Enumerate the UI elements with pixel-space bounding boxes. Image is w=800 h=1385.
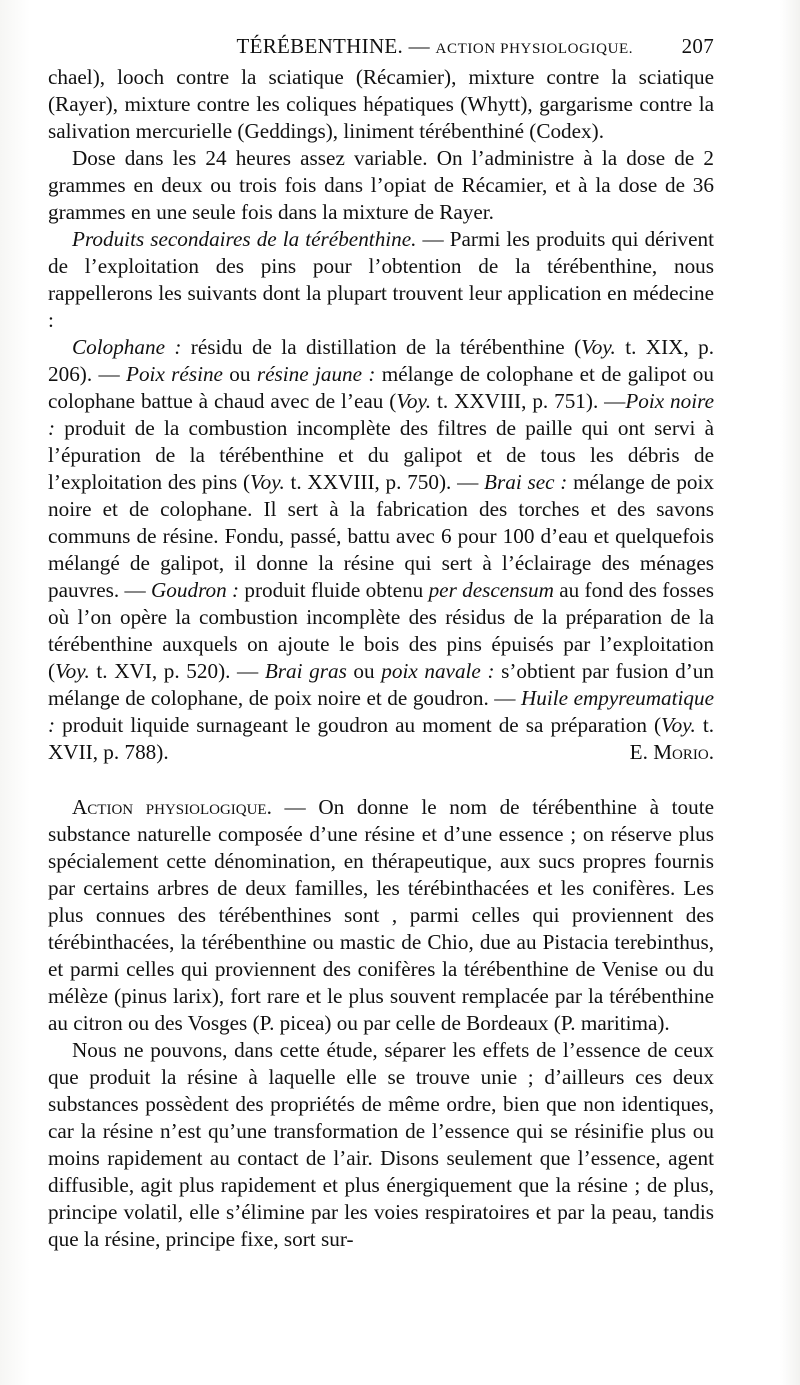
term-resine-jaune: résine jaune :: [256, 362, 376, 386]
paragraph-3-heading: Produits secondaires de la térébenthine.: [72, 227, 417, 251]
ref-voy: Voy.: [581, 335, 616, 359]
paragraph-1: chael), looch contre la sciatique (Récamier), mixture contre la sciatique (Rayer), mixture contre les coliques hépatiques (Whytt), gargarisme contre la salivation mercurielle (Geddings), liniment térébenthiné (Codex).: [48, 65, 714, 143]
ref-voy: Voy.: [250, 470, 285, 494]
paragraph-5-text: — On donne le nom de térébenthine à toute substance naturelle composée d’une résine et d’une essence ; on réserve plus spécialement cette dénomination, en thérapeutique, aux sucs propres fournis par certains arbres de deux familles, les térébinthacées et les conifères. Les plus connues des térébenthines sont , parmi celles qui proviennent des térébinthacées, la térébenthine ou mastic de Chio, due au Pistacia terebinthus, et parmi celles qui proviennent des conifères la térébenthine de Venise ou du mélèze (pinus larix), fort rare et le plus souvent remplacée par la térébenthine au citron ou des Vosges (P. picea) ou par celle de Bordeaux (P. maritima).: [48, 795, 714, 1035]
header-title-group: [48, 34, 682, 59]
term-goudron: Goudron :: [150, 578, 240, 602]
text-run: au fond des fosses où l’on opère la combustion incomplète des résidus de la préparation de la térébenthine auxquels on ajoute le bois des pins épuisés par l’exploitation (: [48, 578, 714, 683]
term-huile-empyreumatique: Huile empyreumatique :: [48, 686, 715, 737]
section-heading: Action physiologique.: [72, 795, 272, 819]
term-poix-resine: Poix résine: [126, 362, 223, 386]
running-header: [48, 34, 714, 64]
text-run: produit fluide obtenu: [239, 578, 429, 602]
header-dash: —: [408, 34, 430, 58]
text-run: s’obtient par fusion d’un mélange de colophane, de poix noire et de goudron. —: [48, 659, 714, 710]
text-run: mélange de colophane et de galipot ou colophane battue à chaud avec de l’eau (: [48, 362, 714, 413]
term-poix-navale: poix navale :: [381, 659, 495, 683]
term-per-descensum: per descensum: [428, 578, 554, 602]
paragraph-6: Nous ne pouvons, dans cette étude, séparer les effets de l’essence de ceux que produit la résine à laquelle elle se trouve unie ; d’ailleurs ces deux substances possèdent des propriétés de même ordre, bien que non identiques, car la résine n’est qu’une transformation de l’essence qui se résinifie plus ou moins rapidement au contact de l’air. Disons seulement que l’essence, agent diffusible, agit plus rapidement et plus énergiquement que la résine ; de plus, principe volatil, elle s’élimine par les voies respiratoires et par la peau, tandis que la résine, principe fixe, sort sur-: [48, 1038, 714, 1251]
text-run: t. XXVIII, p. 750). —: [284, 470, 485, 494]
text-run: produit de la combustion incomplète des filtres de paille qui ont servi à l’épuration de la térébenthine et du galipot et de tous les débris de l’exploitation des pins (: [48, 416, 714, 494]
text-run: t. XXVIII, p. 751). —: [431, 389, 626, 413]
paragraph-5: [48, 794, 714, 1037]
author-signature: E. Morio.: [629, 740, 714, 764]
text-run: produit liquide surnageant le goudron au moment de sa préparation (: [55, 713, 662, 737]
text-run: t. XVII, p. 788).: [48, 713, 715, 764]
term-brai-gras: Brai gras: [264, 659, 347, 683]
text-run: ou: [222, 362, 257, 386]
ref-voy: Voy.: [661, 713, 696, 737]
term-colophane: Colophane :: [72, 335, 182, 359]
paragraph-2: Dose dans les 24 heures assez variable. On l’administre à la dose de 2 grammes en deux ou trois fois dans l’opiat de Récamier, et à la dose de 36 grammes en une seule fois dans la mixture de Rayer.: [48, 146, 714, 224]
page-number: 207: [681, 34, 714, 58]
paragraph-4: [48, 334, 714, 766]
ref-voy: Voy.: [55, 659, 90, 683]
text-run: t. XIX, p. 206). —: [48, 335, 714, 386]
header-title: TÉRÉBENTHINE.: [236, 34, 404, 58]
paragraph-3-text: — Parmi les produits qui dérivent de l’exploitation des pins pour l’obtention de la térébenthine, nous rappellerons les suivants dont la plupart trouvent leur application en médecine :: [48, 227, 714, 332]
term-poix-noire: Poix noire :: [48, 389, 714, 440]
header-section: ACTION PHYSIOLOGIQUE.: [435, 41, 634, 57]
section-gap: [48, 766, 714, 794]
text-run: t. XVI, p. 520). —: [89, 659, 265, 683]
text-run: ou: [346, 659, 382, 683]
text-run: résidu de la distillation de la térébenthine (: [181, 335, 582, 359]
body-text: [48, 64, 714, 1253]
paragraph-3: [48, 226, 714, 334]
ref-voy: Voy.: [396, 389, 432, 413]
text-run: mélange de poix noire et de colophane. Il sert à la fabrication des torches et des savons communs de résine. Fondu, passé, battu avec 6 pour 100 d’eau et quelquefois mélangé de galipot, il donne la résine qui sert à l’éclairage des ménages pauvres. —: [48, 470, 714, 602]
term-brai-sec: Brai sec :: [484, 470, 568, 494]
